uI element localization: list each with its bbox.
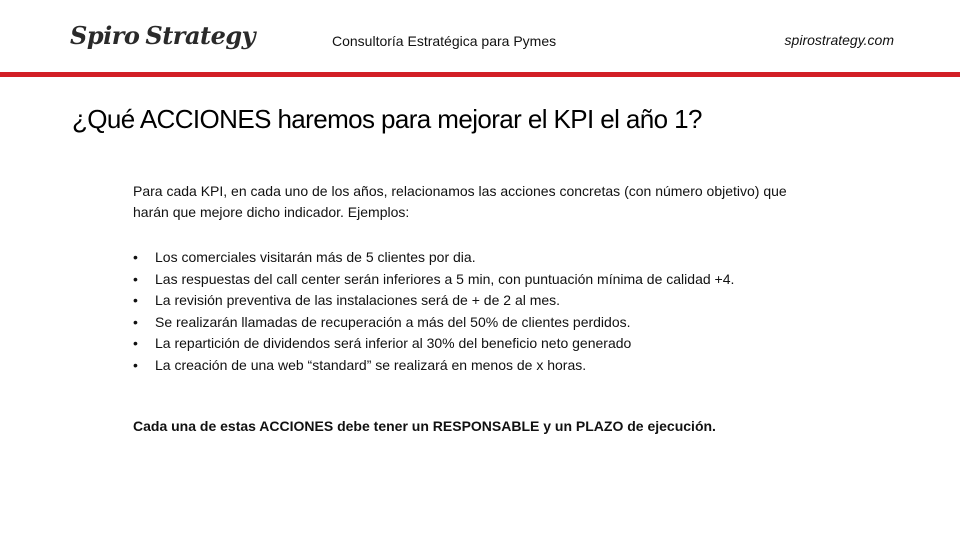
list-item [133, 269, 734, 291]
list-item [133, 312, 734, 334]
bullet-icon: • [133, 356, 138, 373]
header-tagline: Consultoría Estratégica para Pymes [332, 33, 557, 49]
bullet-icon: • [133, 313, 138, 330]
list-item-text: La repartición de dividendos será inferior al 30% del beneficio neto generado [155, 335, 632, 351]
list-item [133, 247, 734, 269]
list-item-text: La revisión preventiva de las instalaciones será de + de 2 al mes. [155, 292, 561, 308]
intro-paragraph: Para cada KPI, en cada uno de los años, relacionamos las acciones concretas (con número objetivo) que harán que mejore dicho indicador. Ejemplos: [133, 183, 787, 220]
logo-text-strategy: Strategy [145, 20, 256, 50]
bullet-icon: • [133, 335, 138, 351]
spirostrategy-logo [70, 12, 256, 58]
logo-text-spiro: Spiro [70, 20, 140, 50]
list-item-text: La creación de una web “standard” se realizará en menos de x horas. [155, 356, 587, 373]
slide-title: ¿Qué ACCIONES haremos para mejorar el KPI el año 1? [72, 104, 702, 134]
list-item-text: Se realizarán llamadas de recuperación a más del 50% de clientes perdidos. [155, 313, 631, 330]
examples-list [133, 247, 734, 376]
list-item [133, 333, 734, 355]
closing-statement: Cada una de estas ACCIONES debe tener un RESPONSABLE y un PLAZO de ejecución. [133, 418, 716, 434]
bullet-icon: • [133, 292, 138, 308]
list-item-text: Los comerciales visitarán más de 5 clientes por dia. [155, 249, 476, 265]
bullet-icon: • [133, 249, 138, 265]
list-item [133, 290, 734, 312]
website-link[interactable]: spirostrategy.com [784, 32, 894, 48]
list-item-text: Las respuestas del call center serán inferiores a 5 min, con puntuación mínima de calidad +4. [155, 270, 735, 287]
bullet-icon: • [133, 270, 138, 287]
header-divider [0, 72, 960, 77]
list-item [133, 355, 734, 377]
